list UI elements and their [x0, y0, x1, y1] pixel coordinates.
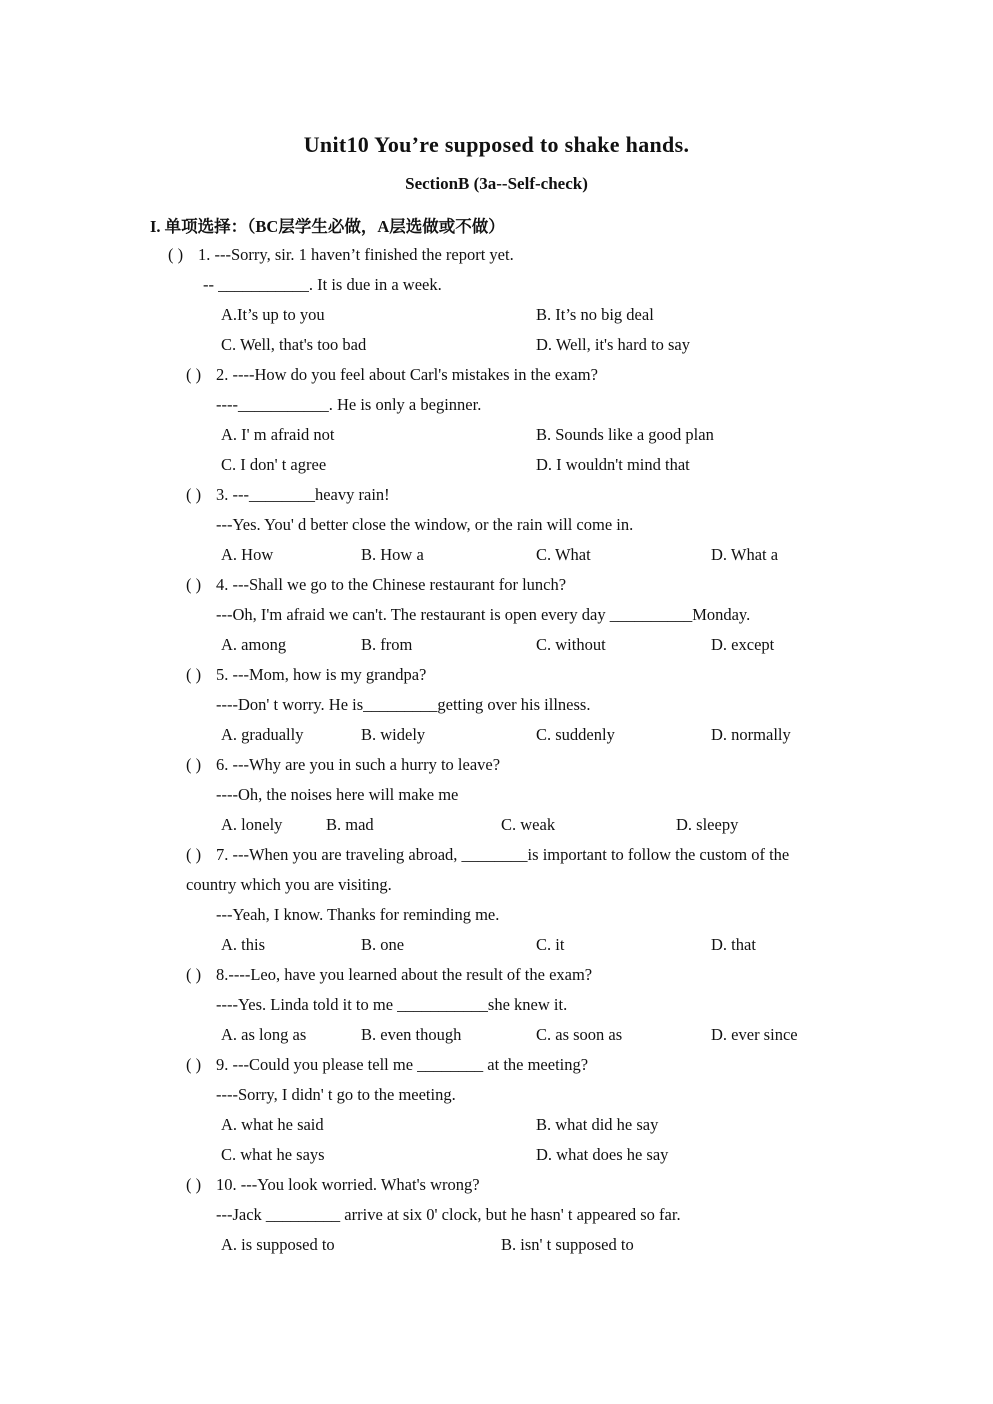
- option-b: B. mad: [326, 815, 374, 834]
- option-c: C. suddenly: [536, 725, 615, 744]
- question-stem: 8.----Leo, have you learned about the result of the exam?: [216, 965, 593, 984]
- option-d: D. except: [711, 635, 775, 654]
- option-c: C. weak: [501, 815, 556, 834]
- option-a: A. among: [221, 635, 287, 654]
- question-reply: -- ___________. It is due in a week.: [203, 275, 442, 294]
- question-stem: 10. ---You look worried. What's wrong?: [216, 1175, 480, 1194]
- question-reply: ----Yes. Linda told it to me ___________she knew it.: [216, 995, 568, 1014]
- page-title: Unit10 You’re supposed to shake hands.: [303, 132, 690, 157]
- option-d: D. Well, it's hard to say: [536, 335, 690, 354]
- option-c: C. as soon as: [536, 1025, 623, 1044]
- option-a: A.It’s up to you: [221, 305, 325, 324]
- option-a: A. gradually: [221, 725, 304, 744]
- option-c: C. it: [536, 935, 565, 954]
- option-c: C. what he says: [221, 1145, 325, 1164]
- answer-paren[interactable]: ( ): [186, 665, 202, 684]
- answer-paren[interactable]: ( ): [186, 1175, 202, 1194]
- option-c: C. without: [536, 635, 606, 654]
- option-b: B. from: [361, 635, 413, 654]
- option-a: A. as long as: [221, 1025, 307, 1044]
- answer-paren[interactable]: ( ): [186, 365, 202, 384]
- question-stem: 1. ---Sorry, sir. 1 haven’t finished the report yet.: [198, 245, 514, 264]
- question-reply: ----___________. He is only a beginner.: [216, 395, 482, 414]
- option-d: D. What a: [711, 545, 779, 564]
- option-d: D. sleepy: [676, 815, 739, 834]
- answer-paren[interactable]: ( ): [186, 485, 202, 504]
- answer-paren[interactable]: ( ): [186, 965, 202, 984]
- option-b: B. one: [361, 935, 405, 954]
- question-stem: 5. ---Mom, how is my grandpa?: [216, 665, 427, 684]
- answer-paren[interactable]: ( ): [186, 755, 202, 774]
- option-a: A. is supposed to: [221, 1235, 335, 1254]
- question-reply: ----Oh, the noises here will make me: [216, 785, 459, 804]
- option-b: B. what did he say: [536, 1115, 659, 1134]
- question-stem: 2. ----How do you feel about Carl's mistakes in the exam?: [216, 365, 598, 384]
- question-reply: ---Jack _________ arrive at six 0' clock, but he hasn' t appeared so far.: [216, 1205, 681, 1224]
- page-subtitle: SectionB (3a--Self-check): [405, 174, 588, 193]
- option-d: D. ever since: [711, 1025, 798, 1044]
- question-stem: 3. ---________heavy rain!: [216, 485, 390, 504]
- option-c: C. I don' t agree: [221, 455, 327, 474]
- question-reply: ---Yes. You' d better close the window, or the rain will come in.: [216, 515, 634, 534]
- question-reply: ----Sorry, I didn' t go to the meeting.: [216, 1085, 456, 1104]
- option-d: D. normally: [711, 725, 791, 744]
- option-b: B. even though: [361, 1025, 462, 1044]
- option-b: B. Sounds like a good plan: [536, 425, 714, 444]
- question-stem: 6. ---Why are you in such a hurry to leave?: [216, 755, 501, 774]
- option-b: B. widely: [361, 725, 426, 744]
- answer-paren[interactable]: ( ): [168, 245, 184, 264]
- option-c: C. What: [536, 545, 591, 564]
- option-a: A. I' m afraid not: [221, 425, 335, 444]
- section-heading: I. 单项选择：（BC层学生必做，A层选做或不做）: [150, 217, 505, 236]
- option-b: B. It’s no big deal: [536, 305, 654, 324]
- option-a: A. this: [221, 935, 266, 954]
- option-b: B. isn' t supposed to: [501, 1235, 634, 1254]
- question-reply: ---Yeah, I know. Thanks for reminding me.: [216, 905, 500, 924]
- option-c: C. Well, that's too bad: [221, 335, 367, 354]
- question-reply: ---Oh, I'm afraid we can't. The restaurant is open every day __________Monday.: [216, 605, 751, 624]
- option-d: D. I wouldn't mind that: [536, 455, 690, 474]
- answer-paren[interactable]: ( ): [186, 845, 202, 864]
- option-d: D. what does he say: [536, 1145, 669, 1164]
- option-b: B. How a: [361, 545, 424, 564]
- question-reply: ----Don' t worry. He is_________getting over his illness.: [216, 695, 591, 714]
- option-a: A. lonely: [221, 815, 283, 834]
- option-a: A. How: [221, 545, 274, 564]
- answer-paren[interactable]: ( ): [186, 1055, 202, 1074]
- question-stem: 9. ---Could you please tell me ________ at the meeting?: [216, 1055, 589, 1074]
- question-stem: 4. ---Shall we go to the Chinese restaurant for lunch?: [216, 575, 567, 594]
- answer-paren[interactable]: ( ): [186, 575, 202, 594]
- option-a: A. what he said: [221, 1115, 324, 1134]
- option-d: D. that: [711, 935, 756, 954]
- question-stem-continuation: country which you are visiting.: [186, 875, 392, 894]
- question-stem: 7. ---When you are traveling abroad, ________is important to follow the custom of the: [216, 845, 790, 864]
